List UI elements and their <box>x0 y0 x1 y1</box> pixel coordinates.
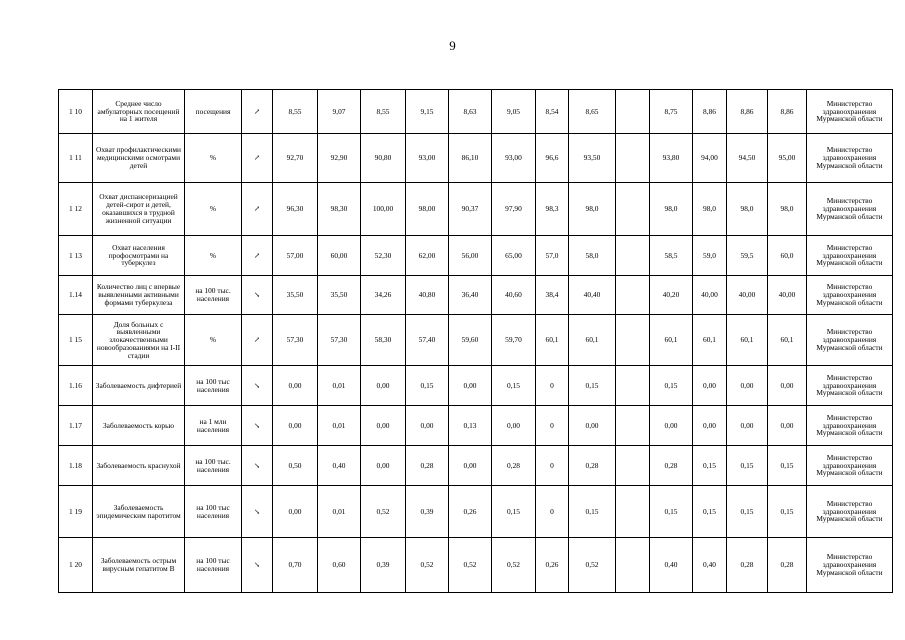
value-cell: 0,39 <box>361 538 406 593</box>
target-value-cell: 0,00 <box>768 406 807 446</box>
value-cell: 0 <box>536 486 569 538</box>
table-row <box>59 236 893 276</box>
indicator-name-cell: Заболеваемость дифтерией <box>93 366 185 406</box>
target-value-cell: 94,00 <box>693 134 727 183</box>
value-cell: 0,52 <box>406 538 449 593</box>
target-value-cell: 0,15 <box>650 486 693 538</box>
value-cell: 93,00 <box>406 134 449 183</box>
row-number-cell: 1.16 <box>59 366 93 406</box>
responsible-ministry-cell: Министерство здравоохранения Мурманской области <box>807 486 893 538</box>
page-number: 9 <box>449 38 456 53</box>
value-cell: 0,52 <box>361 486 406 538</box>
target-value-cell: 0,00 <box>768 366 807 406</box>
value-cell: 0,52 <box>449 538 492 593</box>
target-value-cell: 0,15 <box>693 446 727 486</box>
value-cell: 40,40 <box>569 276 616 315</box>
responsible-ministry-cell: Министерство здравоохранения Мурманской области <box>807 134 893 183</box>
value-cell: 57,40 <box>406 315 449 366</box>
value-cell: 96,30 <box>273 183 318 236</box>
target-value-cell: 0,40 <box>650 538 693 593</box>
value-cell: 0,00 <box>273 486 318 538</box>
value-cell: 0,26 <box>536 538 569 593</box>
target-value-cell: 98,0 <box>727 183 768 236</box>
target-value-cell: 0,00 <box>693 406 727 446</box>
value-cell: 0,13 <box>449 406 492 446</box>
unit-cell: % <box>185 315 242 366</box>
responsible-ministry-cell: Министерство здравоохранения Мурманской области <box>807 446 893 486</box>
value-cell: 92,90 <box>318 134 361 183</box>
value-cell: 8,63 <box>449 90 492 134</box>
indicator-name-cell: Доля больных с выявленными злокачественными новообразованиями на I-II стадии <box>93 315 185 366</box>
table-row <box>59 406 893 446</box>
row-number-cell: 1.18 <box>59 446 93 486</box>
table-row <box>59 134 893 183</box>
row-number-cell: 1 13 <box>59 236 93 276</box>
table-row <box>59 486 893 538</box>
value-cell: 36,40 <box>449 276 492 315</box>
value-cell: 9,05 <box>492 90 536 134</box>
value-cell: 0,01 <box>318 366 361 406</box>
empty-cell <box>616 134 650 183</box>
value-cell: 0 <box>536 366 569 406</box>
value-cell: 57,00 <box>273 236 318 276</box>
value-cell: 0,52 <box>492 538 536 593</box>
indicator-name-cell: Заболеваемость корью <box>93 406 185 446</box>
value-cell: 98,0 <box>569 183 616 236</box>
value-cell: 8,55 <box>361 90 406 134</box>
empty-cell <box>616 236 650 276</box>
table-row <box>59 90 893 134</box>
value-cell: 0,00 <box>273 406 318 446</box>
target-value-cell: 98,0 <box>768 183 807 236</box>
value-cell: 60,1 <box>569 315 616 366</box>
value-cell: 57,0 <box>536 236 569 276</box>
value-cell: 38,4 <box>536 276 569 315</box>
value-cell: 0,15 <box>492 486 536 538</box>
arrow-up-right-icon: ↗ <box>242 236 273 276</box>
unit-cell: % <box>185 183 242 236</box>
target-value-cell: 98,0 <box>650 183 693 236</box>
value-cell: 0,26 <box>449 486 492 538</box>
row-number-cell: 1 10 <box>59 90 93 134</box>
empty-cell <box>616 276 650 315</box>
target-value-cell: 93,80 <box>650 134 693 183</box>
target-value-cell: 8,86 <box>693 90 727 134</box>
value-cell: 0,50 <box>273 446 318 486</box>
value-cell: 90,37 <box>449 183 492 236</box>
value-cell: 59,70 <box>492 315 536 366</box>
target-value-cell: 40,20 <box>650 276 693 315</box>
unit-cell: на 100 тыс населения <box>185 366 242 406</box>
value-cell: 62,00 <box>406 236 449 276</box>
value-cell: 9,15 <box>406 90 449 134</box>
value-cell: 0,28 <box>569 446 616 486</box>
value-cell: 100,00 <box>361 183 406 236</box>
value-cell: 60,1 <box>536 315 569 366</box>
arrow-down-right-icon: ↘ <box>242 538 273 593</box>
target-value-cell: 59,0 <box>693 236 727 276</box>
value-cell: 0,00 <box>361 446 406 486</box>
arrow-up-right-icon: ↗ <box>242 315 273 366</box>
value-cell: 0,01 <box>318 406 361 446</box>
unit-cell: на 100 тыс. населения <box>185 276 242 315</box>
value-cell: 0,40 <box>318 446 361 486</box>
target-value-cell: 60,1 <box>650 315 693 366</box>
value-cell: 98,30 <box>318 183 361 236</box>
responsible-ministry-cell: Министерство здравоохранения Мурманской области <box>807 276 893 315</box>
row-number-cell: 1 19 <box>59 486 93 538</box>
value-cell: 0,70 <box>273 538 318 593</box>
target-value-cell: 58,5 <box>650 236 693 276</box>
responsible-ministry-cell: Министерство здравоохранения Мурманской области <box>807 183 893 236</box>
value-cell: 0,15 <box>569 366 616 406</box>
row-number-cell: 1.17 <box>59 406 93 446</box>
row-number-cell: 1 20 <box>59 538 93 593</box>
unit-cell: % <box>185 134 242 183</box>
value-cell: 90,80 <box>361 134 406 183</box>
arrow-up-right-icon: ↗ <box>242 90 273 134</box>
target-value-cell: 0,15 <box>650 366 693 406</box>
target-value-cell: 40,00 <box>727 276 768 315</box>
target-value-cell: 8,75 <box>650 90 693 134</box>
target-value-cell: 0,00 <box>650 406 693 446</box>
arrow-down-right-icon: ↘ <box>242 276 273 315</box>
value-cell: 35,50 <box>273 276 318 315</box>
target-value-cell: 0,15 <box>727 486 768 538</box>
target-value-cell: 95,00 <box>768 134 807 183</box>
indicator-name-cell: Заболеваемость эпидемическим паротитом <box>93 486 185 538</box>
value-cell: 92,70 <box>273 134 318 183</box>
unit-cell: посещения <box>185 90 242 134</box>
responsible-ministry-cell: Министерство здравоохранения Мурманской области <box>807 90 893 134</box>
unit-cell: на 100 тыс населения <box>185 486 242 538</box>
indicators-table <box>58 89 893 593</box>
value-cell: 0,00 <box>492 406 536 446</box>
target-value-cell: 0,28 <box>650 446 693 486</box>
responsible-ministry-cell: Министерство здравоохранения Мурманской области <box>807 236 893 276</box>
value-cell: 60,00 <box>318 236 361 276</box>
row-number-cell: 1 11 <box>59 134 93 183</box>
target-value-cell: 0,15 <box>693 486 727 538</box>
unit-cell: на 1 млн населения <box>185 406 242 446</box>
value-cell: 57,30 <box>318 315 361 366</box>
unit-cell: на 100 тыс. населения <box>185 446 242 486</box>
value-cell: 96,6 <box>536 134 569 183</box>
value-cell: 8,55 <box>273 90 318 134</box>
target-value-cell: 0,15 <box>768 486 807 538</box>
row-number-cell: 1 12 <box>59 183 93 236</box>
target-value-cell: 0,15 <box>768 446 807 486</box>
empty-cell <box>616 315 650 366</box>
row-number-cell: 1.14 <box>59 276 93 315</box>
value-cell: 35,50 <box>318 276 361 315</box>
value-cell: 0,28 <box>406 446 449 486</box>
target-value-cell: 0,00 <box>727 366 768 406</box>
value-cell: 8,54 <box>536 90 569 134</box>
value-cell: 0,00 <box>406 406 449 446</box>
empty-cell <box>616 538 650 593</box>
value-cell: 0,52 <box>569 538 616 593</box>
value-cell: 0,60 <box>318 538 361 593</box>
target-value-cell: 0,40 <box>693 538 727 593</box>
indicator-name-cell: Заболеваемость краснухой <box>93 446 185 486</box>
target-value-cell: 0,28 <box>727 538 768 593</box>
table-row <box>59 315 893 366</box>
target-value-cell: 8,86 <box>768 90 807 134</box>
unit-cell: % <box>185 236 242 276</box>
arrow-down-right-icon: ↘ <box>242 446 273 486</box>
responsible-ministry-cell: Министерство здравоохранения Мурманской области <box>807 366 893 406</box>
indicator-name-cell: Заболеваемость острым вирусным гепатитом B <box>93 538 185 593</box>
value-cell: 0,00 <box>361 406 406 446</box>
value-cell: 0,15 <box>492 366 536 406</box>
value-cell: 0,01 <box>318 486 361 538</box>
empty-cell <box>616 486 650 538</box>
value-cell: 0,00 <box>569 406 616 446</box>
value-cell: 65,00 <box>492 236 536 276</box>
empty-cell <box>616 406 650 446</box>
target-value-cell: 60,1 <box>693 315 727 366</box>
value-cell: 0,00 <box>273 366 318 406</box>
target-value-cell: 0,00 <box>727 406 768 446</box>
value-cell: 56,00 <box>449 236 492 276</box>
value-cell: 34,26 <box>361 276 406 315</box>
indicator-name-cell: Количество лиц с впервые выявленными активными формами туберкулеза <box>93 276 185 315</box>
value-cell: 9,07 <box>318 90 361 134</box>
target-value-cell: 40,00 <box>693 276 727 315</box>
table-row <box>59 366 893 406</box>
value-cell: 97,90 <box>492 183 536 236</box>
target-value-cell: 60,1 <box>727 315 768 366</box>
table-row <box>59 183 893 236</box>
value-cell: 98,3 <box>536 183 569 236</box>
indicator-name-cell: Среднее число амбулаторных посещений на 1 жителя <box>93 90 185 134</box>
value-cell: 0,39 <box>406 486 449 538</box>
value-cell: 0 <box>536 406 569 446</box>
value-cell: 40,80 <box>406 276 449 315</box>
target-value-cell: 94,50 <box>727 134 768 183</box>
row-number-cell: 1 15 <box>59 315 93 366</box>
table-row <box>59 446 893 486</box>
empty-cell <box>616 183 650 236</box>
target-value-cell: 0,28 <box>768 538 807 593</box>
indicator-name-cell: Охват профилактическими медицинскими осмотрами детей <box>93 134 185 183</box>
value-cell: 59,60 <box>449 315 492 366</box>
value-cell: 98,00 <box>406 183 449 236</box>
value-cell: 0,00 <box>361 366 406 406</box>
indicator-name-cell: Охват диспансеризацией детей-сирот и детей, оказавшихся в трудной жизненной ситуации <box>93 183 185 236</box>
value-cell: 0,00 <box>449 446 492 486</box>
value-cell: 0,15 <box>569 486 616 538</box>
value-cell: 0,28 <box>492 446 536 486</box>
value-cell: 0,15 <box>406 366 449 406</box>
arrow-down-right-icon: ↘ <box>242 366 273 406</box>
indicator-name-cell: Охват населения профосмотрами на туберкулез <box>93 236 185 276</box>
table-row <box>59 538 893 593</box>
value-cell: 86,10 <box>449 134 492 183</box>
target-value-cell: 59,5 <box>727 236 768 276</box>
unit-cell: на 100 тыс населения <box>185 538 242 593</box>
responsible-ministry-cell: Министерство здравоохранения Мурманской области <box>807 315 893 366</box>
target-value-cell: 0,00 <box>693 366 727 406</box>
value-cell: 0 <box>536 446 569 486</box>
target-value-cell: 0,15 <box>727 446 768 486</box>
responsible-ministry-cell: Министерство здравоохранения Мурманской области <box>807 406 893 446</box>
arrow-down-right-icon: ↘ <box>242 406 273 446</box>
table-row <box>59 276 893 315</box>
target-value-cell: 60,1 <box>768 315 807 366</box>
value-cell: 58,0 <box>569 236 616 276</box>
value-cell: 8,65 <box>569 90 616 134</box>
target-value-cell: 60,0 <box>768 236 807 276</box>
target-value-cell: 98,0 <box>693 183 727 236</box>
value-cell: 58,30 <box>361 315 406 366</box>
empty-cell <box>616 366 650 406</box>
value-cell: 57,30 <box>273 315 318 366</box>
arrow-up-right-icon: ↗ <box>242 183 273 236</box>
value-cell: 52,30 <box>361 236 406 276</box>
value-cell: 93,50 <box>569 134 616 183</box>
arrow-up-right-icon: ↗ <box>242 134 273 183</box>
target-value-cell: 8,86 <box>727 90 768 134</box>
empty-cell <box>616 446 650 486</box>
value-cell: 0,00 <box>449 366 492 406</box>
empty-cell <box>616 90 650 134</box>
value-cell: 93,00 <box>492 134 536 183</box>
responsible-ministry-cell: Министерство здравоохранения Мурманской области <box>807 538 893 593</box>
target-value-cell: 40,00 <box>768 276 807 315</box>
arrow-down-right-icon: ↘ <box>242 486 273 538</box>
value-cell: 40,60 <box>492 276 536 315</box>
